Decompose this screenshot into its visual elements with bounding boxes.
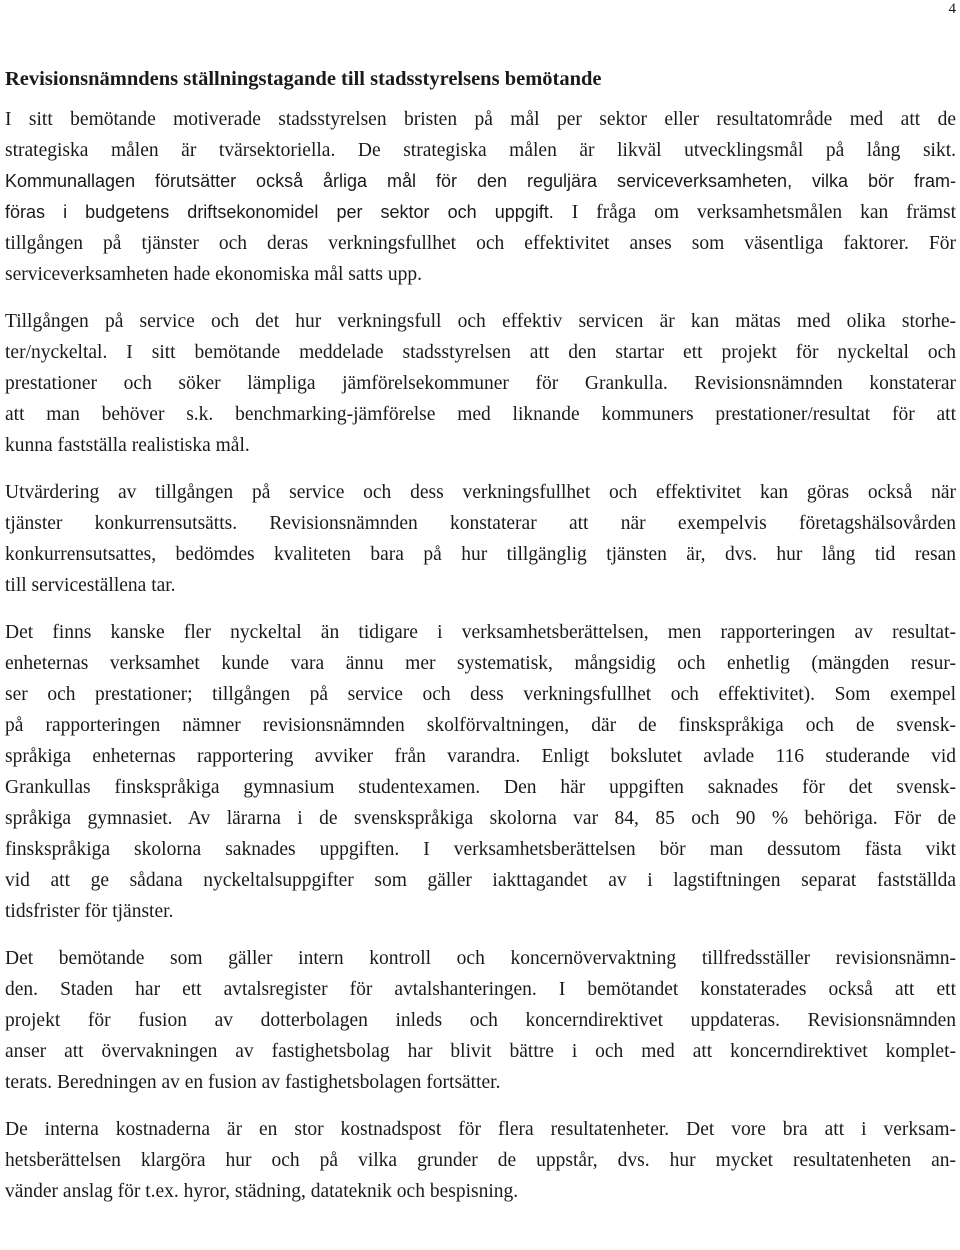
text-line bbox=[5, 1005, 956, 1036]
text-line bbox=[5, 368, 956, 399]
text-line bbox=[5, 803, 956, 834]
text-line bbox=[5, 617, 956, 648]
text-line bbox=[5, 1114, 956, 1145]
text-segment: vänder anslag för t.ex. hyror, städning, datateknik och bespisning. bbox=[5, 1181, 519, 1202]
section-heading: Revisionsnämndens ställningstagande till stadsstyrelsens bemötande bbox=[5, 68, 602, 90]
text-segment: att man behöver s.k. benchmarking-jämförelse med liknande kommuners prestationer/resultat för att bbox=[5, 404, 956, 425]
text-line bbox=[5, 648, 956, 679]
document-body bbox=[5, 64, 956, 1223]
paragraph bbox=[5, 1114, 956, 1207]
text-segment: den. Staden har ett avtalsregister för avtalshanteringen. I bemötandet konstaterades också att ett bbox=[5, 979, 956, 1000]
text-segment: Det bemötande som gäller intern kontroll och koncernövervaktning tillfredsställer revisionsnämn- bbox=[5, 948, 956, 969]
text-segment: prestationer och söker lämpliga jämförelsekommuner för Grankulla. Revisionsnämnden konstaterar bbox=[5, 373, 956, 394]
text-segment: tidsfrister för tjänster. bbox=[5, 901, 174, 922]
paragraph bbox=[5, 943, 956, 1098]
text-segment: enheternas verksamhet kunde vara ännu mer systematisk, mångsidig och enhetlig (mängden resur- bbox=[5, 653, 956, 674]
paragraph bbox=[5, 617, 956, 927]
text-segment: språkiga gymnasiet. Av lärarna i de svenskspråkiga skolorna var 84, 85 och 90 % behöriga. För de bbox=[5, 808, 956, 829]
text-line bbox=[5, 399, 956, 430]
text-segment: serviceverksamheten hade ekonomiska mål satts upp. bbox=[5, 264, 422, 285]
text-line bbox=[5, 477, 956, 508]
text-segment: Utvärdering av tillgången på service och dess verkningsfullhet och effektivitet kan göras också när bbox=[5, 482, 956, 503]
text-segment: hetsberättelsen klargöra hur och på vilka grunder de uppstår, dvs. hur mycket resultatenheten an- bbox=[5, 1150, 956, 1171]
paragraph bbox=[5, 477, 956, 601]
text-segment: konkurrensutsattes, bedömdes kvaliteten bara på hur tillgänglig tjänsten är, dvs. hur lång tid resan bbox=[5, 544, 956, 565]
text-line bbox=[5, 166, 956, 197]
text-segment: tillgången på tjänster och deras verkningsfullhet och effektivitet anses som väsentliga faktorer. För bbox=[5, 233, 956, 254]
text-line bbox=[5, 228, 956, 259]
text-line bbox=[5, 679, 956, 710]
text-segment: ser och prestationer; tillgången på service och dess verkningsfullhet och effektivitet). Som exempel bbox=[5, 684, 956, 705]
text-segment: på rapporteringen nämner revisionsnämnden skolförvaltningen, där de finskspråkiga och de svensk- bbox=[5, 715, 956, 736]
text-segment: till serviceställena tar. bbox=[5, 575, 176, 596]
paragraphs bbox=[5, 104, 956, 1207]
text-segment: strategiska målen är tvärsektoriella. De strategiska målen är likväl utvecklingsmål på lång sikt. bbox=[5, 140, 956, 161]
text-line bbox=[5, 741, 956, 772]
text-line bbox=[5, 710, 956, 741]
text-line bbox=[5, 1176, 956, 1207]
text-line bbox=[5, 135, 956, 166]
text-segment: föras i budgetens driftsekonomidel per sektor och uppgift. bbox=[5, 202, 554, 222]
text-segment: De interna kostnaderna är en stor kostnadspost för flera resultatenheter. Det vore bra att i verksam- bbox=[5, 1119, 956, 1140]
paragraph bbox=[5, 306, 956, 461]
page-number: 4 bbox=[948, 1, 956, 17]
text-segment: Tillgången på service och det hur verkningsfull och effektiv servicen är kan mätas med olika storhe- bbox=[5, 311, 956, 332]
text-segment: projekt för fusion av dotterbolagen inleds och koncerndirektivet uppdateras. Revisionsnämnden bbox=[5, 1010, 956, 1031]
text-line bbox=[5, 306, 956, 337]
text-line bbox=[5, 430, 956, 461]
text-line bbox=[5, 974, 956, 1005]
text-segment: Kommunallagen förutsätter också årliga mål för den reguljära serviceverksamheten, vilka bör fram- bbox=[5, 171, 956, 191]
text-segment: kunna fastställa realistiska mål. bbox=[5, 435, 250, 456]
text-segment: I sitt bemötande motiverade stadsstyrelsen bristen på mål per sektor eller resultatområde med att de bbox=[5, 109, 956, 130]
paragraph bbox=[5, 104, 956, 290]
text-segment: terats. Beredningen av en fusion av fastighetsbolagen fortsätter. bbox=[5, 1072, 501, 1093]
text-line bbox=[5, 570, 956, 601]
text-line bbox=[5, 1036, 956, 1067]
text-segment: Grankullas finskspråkiga gymnasium studentexamen. Den här uppgiften saknades för det svensk- bbox=[5, 777, 956, 798]
text-line bbox=[5, 772, 956, 803]
text-line bbox=[5, 197, 956, 228]
text-segment: vid att ge sådana nyckeltalsuppgifter som gäller iakttagandet av i lagstiftningen separat fastställda bbox=[5, 870, 956, 891]
text-line bbox=[5, 508, 956, 539]
text-segment: ter/nyckeltal. I sitt bemötande meddelade stadsstyrelsen att den startar ett projekt för nyckeltal och bbox=[5, 342, 956, 363]
text-segment: tjänster konkurrensutsätts. Revisionsnämnden konstaterar att när exempelvis företagshälsovården bbox=[5, 513, 956, 534]
text-segment: finskspråkiga skolorna saknades uppgiften. I verksamhetsberättelsen bör man dessutom fästa vikt bbox=[5, 839, 956, 860]
text-line bbox=[5, 943, 956, 974]
text-line bbox=[5, 865, 956, 896]
text-line bbox=[5, 337, 956, 368]
text-segment: Det finns kanske fler nyckeltal än tidigare i verksamhetsberättelsen, men rapporteringen av resultat- bbox=[5, 622, 956, 643]
text-segment: anser att övervakningen av fastighetsbolag har blivit bättre i och med att koncerndirektivet komplet- bbox=[5, 1041, 956, 1062]
text-line bbox=[5, 896, 956, 927]
text-line bbox=[5, 1145, 956, 1176]
text-line bbox=[5, 104, 956, 135]
text-line bbox=[5, 834, 956, 865]
text-segment: språkiga enheternas rapportering avviker från varandra. Enligt bokslutet avlade 116 studerande vid bbox=[5, 746, 956, 767]
text-segment: I fråga om verksamhetsmålen kan främst bbox=[553, 202, 956, 223]
text-line bbox=[5, 259, 956, 290]
text-line bbox=[5, 539, 956, 570]
text-line bbox=[5, 1067, 956, 1098]
